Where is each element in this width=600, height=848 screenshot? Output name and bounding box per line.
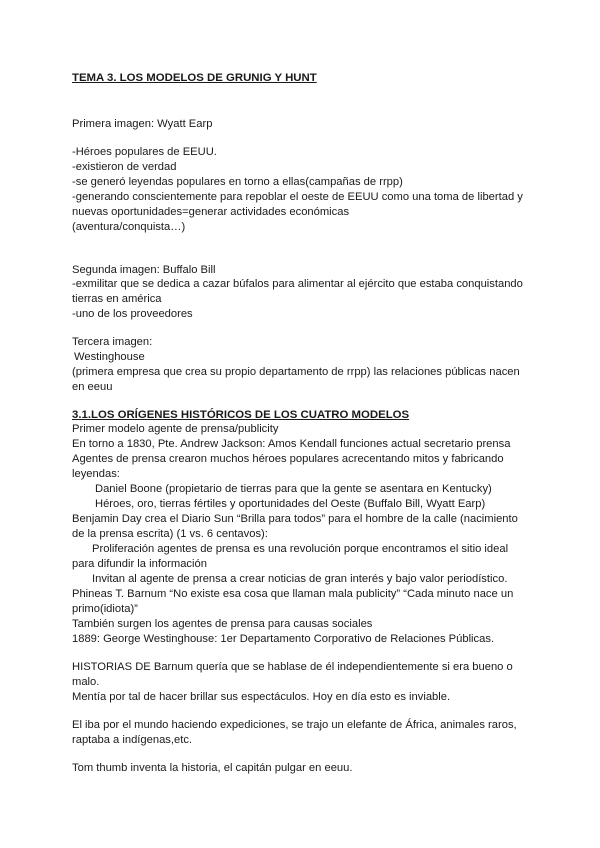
- text-line: en eeuu: [72, 381, 113, 393]
- text-line: -existieron de verdad: [72, 161, 177, 173]
- section-heading: 3.1.LOS ORÍGENES HISTÓRICOS DE LOS CUATRO MODELOS: [72, 409, 410, 421]
- text-line: nuevas oportunidades=generar actividades económicas: [72, 206, 350, 218]
- text-line: tierras en américa: [72, 293, 162, 305]
- text-line: Daniel Boone (propietario de tierras para que la gente se asentara en Kentucky): [95, 483, 492, 495]
- text-line: El iba por el mundo haciendo expediciones, se trajo un elefante de África, animales raros,: [72, 719, 517, 731]
- text-line: Agentes de prensa crearon muchos héroes populares acrecentando mitos y fabricando: [72, 453, 504, 465]
- text-line: -generando conscientemente para repoblar el oeste de EEUU como una toma de libertad y: [72, 191, 523, 203]
- text-line: Proliferación agentes de prensa es una revolución porque encontramos el sitio ideal: [92, 543, 509, 555]
- text-line: Benjamin Day crea el Diario Sun “Brilla para todos” para el hombre de la calle (nacimiento: [72, 513, 518, 525]
- text-line: Tom thumb inventa la historia, el capitán pulgar en eeuu.: [72, 762, 353, 774]
- text-line: En torno a 1830, Pte. Andrew Jackson: Amos Kendall funciones actual secretario prensa: [72, 438, 511, 450]
- text-line: (aventura/conquista…): [72, 221, 186, 233]
- text-line: -se generó leyendas populares en torno a ellas(campañas de rrpp): [72, 176, 403, 188]
- text-line: También surgen los agentes de prensa para causas sociales: [72, 618, 373, 630]
- third-image-label: Tercera imagen:: [72, 336, 153, 348]
- text-line: primo(idiota)”: [72, 603, 138, 615]
- text-line: -Héroes populares de EEUU.: [72, 146, 217, 158]
- text-line: -uno de los proveedores: [72, 308, 193, 320]
- text-line: leyendas:: [72, 468, 120, 480]
- text-line: malo.: [72, 676, 100, 688]
- text-line: -exmilitar que se dedica a cazar búfalos para alimentar al ejército que estaba conquistando: [72, 278, 523, 290]
- text-line: raptaba a indígenas,etc.: [72, 734, 193, 746]
- text-line: Héroes, oro, tierras fértiles y oportunidades del Oeste (Buffalo Bill, Wyatt Earp): [95, 498, 486, 510]
- text-line: (primera empresa que crea su propio departamento de rrpp) las relaciones públicas nacen: [72, 366, 520, 378]
- text-line: Phineas T. Barnum “No existe esa cosa que llaman mala publicity” “Cada minuto nace un: [72, 588, 514, 600]
- second-image-label: Segunda imagen: Buffalo Bill: [72, 264, 216, 276]
- text-line: para difundir la información: [72, 558, 207, 570]
- text-line: 1889: George Westinghouse: 1er Departamento Corporativo de Relaciones Públicas.: [72, 633, 495, 645]
- text-line: Mentía por tal de hacer brillar sus espectáculos. Hoy en día esto es inviable.: [72, 691, 451, 703]
- text-line: Primer modelo agente de prensa/publicity: [72, 423, 279, 435]
- first-image-label: Primera imagen: Wyatt Earp: [72, 118, 213, 130]
- page-title: TEMA 3. LOS MODELOS DE GRUNIG Y HUNT: [72, 72, 317, 84]
- text-line: Westinghouse: [74, 351, 145, 363]
- text-line: HISTORIAS DE Barnum quería que se hablase de él independientemente si era bueno o: [72, 661, 513, 673]
- text-line: de la prensa escrita) (1 vs. 6 centavos):: [72, 528, 268, 540]
- text-line: Invitan al agente de prensa a crear noticias de gran interés y bajo valor periodístico.: [92, 573, 508, 585]
